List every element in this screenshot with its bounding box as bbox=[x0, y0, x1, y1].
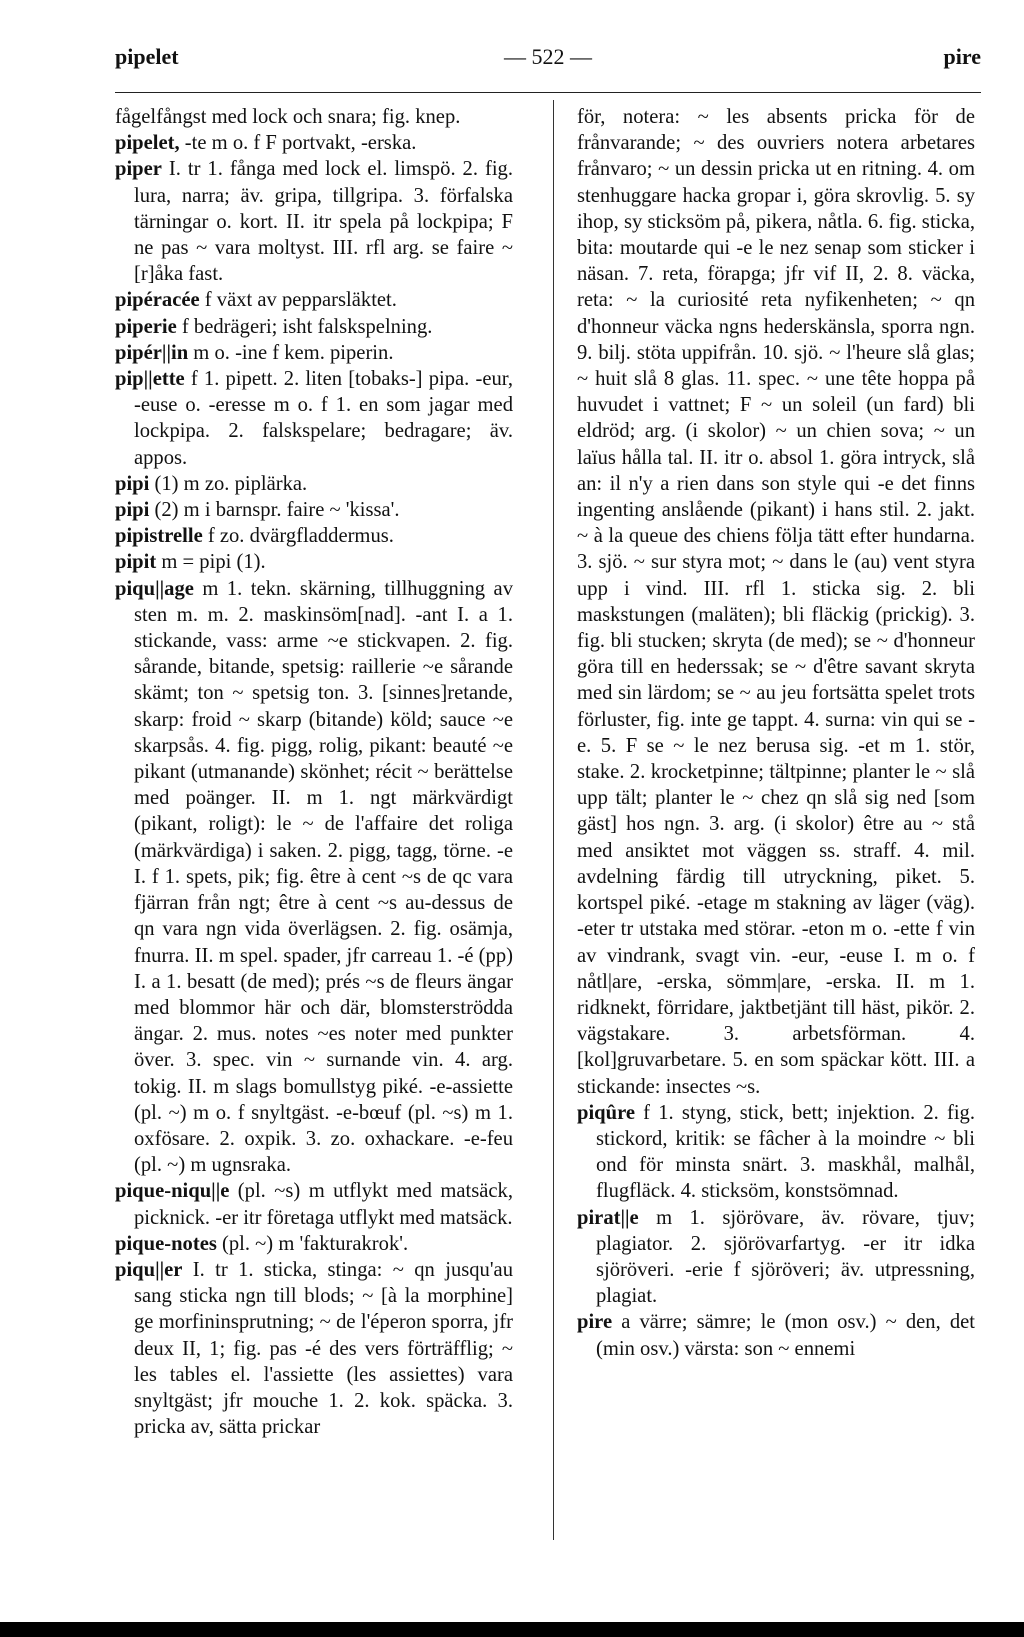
page-number: — 522 — bbox=[504, 44, 592, 69]
entry-headword: pipit bbox=[115, 551, 157, 574]
scan-bottom-edge bbox=[0, 1622, 1024, 1637]
dictionary-entry bbox=[115, 130, 513, 156]
dictionary-entry bbox=[577, 104, 975, 1100]
dictionary-entry bbox=[577, 1100, 975, 1205]
dictionary-entry bbox=[115, 287, 513, 313]
entry-text: (pl. ~) m 'fakturakrok'. bbox=[216, 1232, 409, 1255]
dictionary-entry bbox=[115, 104, 513, 130]
entry-headword: pipéracée bbox=[115, 289, 200, 312]
entry-text: f bedrägeri; isht falskspelning. bbox=[176, 315, 433, 338]
entry-headword: pipér||in bbox=[115, 341, 189, 364]
header-right-guide-word: pire bbox=[943, 44, 981, 69]
entry-headword: pipelet, bbox=[115, 132, 180, 155]
entry-headword: pique-niqu||e bbox=[115, 1180, 230, 1203]
entry-text: I. tr 1. sticka, stinga: ~ qn jusqu'au sang sticka ngn till blods; ~ [à la morphine] ge morfininsprutning; ~ de l'éperon sporra, jfr deux II, 1; fig. pas -é des vers förträfflig; ~ les tables el. l'assiette (les assiettes) vara snyltgäst; jfr mouche 1. 2. kok. späcka. 3. pricka av, sätta prickar bbox=[134, 1258, 513, 1439]
entry-text: f zo. dvärgfladdermus. bbox=[202, 525, 394, 548]
entry-headword: pire bbox=[577, 1311, 613, 1334]
left-column bbox=[115, 104, 513, 1440]
dictionary-entry bbox=[115, 549, 513, 575]
entry-headword: piqu||er bbox=[115, 1258, 183, 1281]
entry-headword: piperie bbox=[115, 315, 177, 338]
dictionary-entry bbox=[577, 1205, 975, 1310]
dictionary-entry bbox=[115, 471, 513, 497]
entry-text: m = pipi (1). bbox=[156, 551, 266, 574]
dictionary-entry bbox=[115, 366, 513, 471]
entry-text: f 1. styng, stick, bett; injektion. 2. fig. stickord, kritik: se fâcher à la moindre ~ bli ond för minsta snärt. 3. maskhål, malhål, flugfläck. 4. sticksöm, konstsömnad. bbox=[596, 1101, 975, 1203]
entry-text: (2) m i barnspr. faire ~ 'kissa'. bbox=[149, 499, 400, 522]
entry-text: fågelfångst med lock och snara; fig. knep. bbox=[115, 106, 461, 128]
column-divider bbox=[553, 100, 554, 1540]
entry-headword: pirat||e bbox=[577, 1206, 639, 1229]
entry-text: f växt av pepparsläktet. bbox=[199, 289, 397, 312]
entry-text: -te m o. f F portvakt, -erska. bbox=[179, 132, 417, 155]
page-header bbox=[115, 44, 981, 80]
entry-headword: pipi bbox=[115, 499, 150, 522]
entry-text: för, notera: ~ les absents pricka för de frånvarande; ~ des ouvriers notera arbetares frånvaro; ~ un dessin pricka ut en ritning. 4. om stenhuggare hacka gropar i, göra skrovlig. 5. sy ihop, sy sticksöm på, pikera, nåtla. 6. fig. sticka, bita: moutarde qui -e le nez senap som sticker i näsan. 7. reta, föraрga; jfr vif II, 2. 8. väcka, reta: ~ la curiosité reta nyfikenheten; ~ qn d'honneur väcka ngns hederskänsla, sporra ngn. 9. bilj. stöta uppifrån. 10. sjö. ~ l'heure slå glas; ~ huit slå 8 glas. 11. spec. ~ une tête hoppa på huvudet i vattnet; F ~ un soleil (un fard) bli eldröd; arg. (i skolor) ~ un chien sova; ~ un laïus hålla tal. II. itr o. absol 1. göra intryck, slå an: il n'y a rien dans son style qui -e det finns ingenting anslående (pikant) i hans stil. 2. jakt. ~ à la queue des chiens följa tätt efter hundarna. 3. sjö. ~ sur styra mot; ~ dans le (au) vent styra upp i vind. III. rfl 1. sticka sig. 2. bli maskstungen (maläten); bli fläckig (prickig). 3. fig. bli stucken; skryta (de med); se ~ d'honneur göra till en hederssak; se ~ d'être savant skryta med sin lärdom; se ~ au jeu fortsätta spelet trots förluster, fig. inte ge tappt. 4. surna: vin qui se -e. 5. F se ~ le nez berusa sig. -et m 1. stör, stake. 2. krocketpinne; tältpinne; planter le ~ slå upp tält; planter le ~ chez qn slå sig ned [som gäst] hos ngn. 3. arg. (i skolor) être au ~ stå med ansiktet mot väggen ss. straff. 4. mil. avdelning färdig till utryckning, piket. 5. kortspel piké. -etage m stakning av läger (väg). -eter tr utstaka med störar. -eton m o. -ette f vin av vindrank, svagt vin. -eur, -euse I. m o. f nåtl|are, -erska, sömm|are, -erska. II. m 1. ridknekt, förridare, jaktbetjänt till häst, pikör. 2. vägstakare. 3. arbetsförman. 4. [kol]gruvarbetare. 5. en som späckar kött. III. a stickande: insectes ~s. bbox=[577, 106, 975, 1098]
dictionary-entry bbox=[115, 1231, 513, 1257]
entry-text: I. tr 1. fånga med lock el. limspö. 2. fig. lura, narra; äv. gripa, tillgripa. 3. förfalska tärningar o. kort. II. itr spela på lockpipa; F ne pas ~ vara moltyst. III. rfl arg. se faire ~ [r]åka fast. bbox=[134, 158, 513, 286]
entry-headword: pipi bbox=[115, 472, 150, 495]
dictionary-entry bbox=[115, 1257, 513, 1440]
entry-text: (pl. ~s) m utflykt med matsäck, picknick. -er itr företaga utflykt med matsäck. bbox=[134, 1180, 513, 1229]
dictionary-entry bbox=[115, 314, 513, 340]
entry-headword: pipistrelle bbox=[115, 525, 203, 548]
dictionary-entry bbox=[115, 1178, 513, 1230]
dictionary-entry bbox=[115, 340, 513, 366]
dictionary-entry bbox=[115, 576, 513, 1179]
right-column bbox=[577, 104, 975, 1362]
dictionary-entry bbox=[577, 1309, 975, 1361]
entry-headword: pip||ette bbox=[115, 368, 185, 391]
dictionary-entry bbox=[115, 497, 513, 523]
entry-text: m o. -ine f kem. piperin. bbox=[188, 341, 394, 364]
dictionary-entry bbox=[115, 523, 513, 549]
entry-text: f 1. pipett. 2. liten [tobaks-] pipa. -eur, -euse o. -eresse m o. f 1. en som jagar med lockpipa. 2. falskspelare; bedragare; äv. appos. bbox=[134, 368, 513, 469]
entry-text: (1) m zo. piplärka. bbox=[149, 472, 308, 495]
header-left-guide-word: pipelet bbox=[115, 44, 179, 69]
dictionary-entry bbox=[115, 156, 513, 287]
header-rule bbox=[115, 92, 981, 93]
entry-text: m 1. sjörövare, äv. rövare, tjuv; plagiator. 2. sjörövarfartyg. -er itr idka sjöröveri. -erie f sjöröveri; äv. utpressning, plagiat. bbox=[596, 1206, 975, 1308]
entry-headword: piper bbox=[115, 158, 162, 181]
entry-headword: piqu||age bbox=[115, 577, 194, 600]
entry-text: a värre; sämre; le (mon osv.) ~ den, det (min osv.) värsta: son ~ ennemi bbox=[596, 1311, 975, 1360]
entry-headword: piqûre bbox=[577, 1101, 635, 1124]
entry-text: m 1. tekn. skärning, tillhuggning av sten m. m. 2. maskinsöm[nad]. -ant I. a 1. stickande, vass: arme ~e stickvapen. 2. fig. sårande, bitande, spetsig: raillerie ~e sårande skämt; ton ~ spetsig ton. 3. [sinnes]retande, skarp: froid ~ skarp (bitande) köld; sauce ~e skarpsås. 4. fig. pigg, rolig, pikant: beauté ~e pikant (utmanande) skönhet; récit ~ berättelse med poänger. II. m 1. ngt märkvärdigt (pikant, roligt): le ~ de l'affaire det roliga (märkvärdiga) i saken. 2. pigg, tagg, törne. -e I. f 1. spets, pik; fig. être à cent ~s de qc vara fjärran från ngt; être à cent ~s au-dessus de qn vara ngn vida överlägsen. 2. fig. osämja, fnurra. II. m spel. spader, jfr carreau 1. -é (pp) I. a 1. besatt (de med); prés ~s de fleurs ängar med blommor här och där, blomsterströdda ängar. 2. mus. notes ~es noter med punkter över. 3. spec. vin ~ surnande vin. 4. arg. tokig. II. m slags bomullstyg piké. -e-assiette (pl. ~) m o. f snyltgäst. -e-bœuf (pl. ~s) m 1. oxfösare. 2. oxpik. 3. zo. oxhackare. -e-feu (pl. ~) m ugnsraka. bbox=[134, 577, 513, 1177]
entry-headword: pique-notes bbox=[115, 1232, 217, 1255]
